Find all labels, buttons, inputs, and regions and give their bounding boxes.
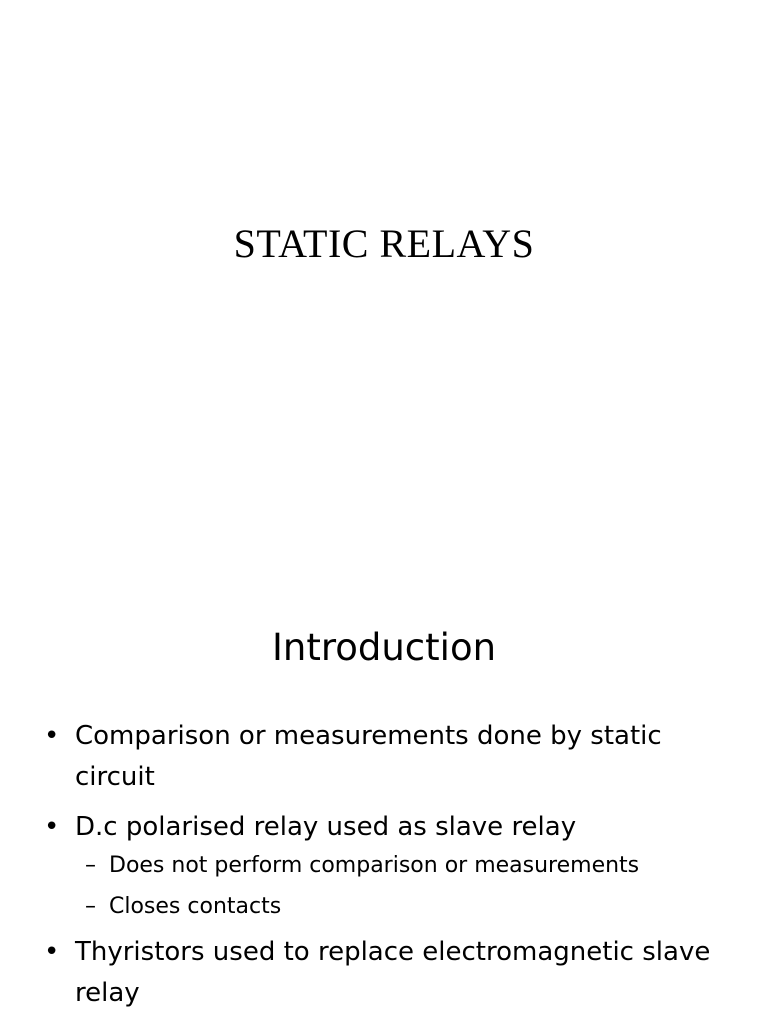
bullet-text: D.c polarised relay used as slave relay: [75, 812, 577, 842]
bullet-item: [44, 807, 734, 923]
bullet-icon: •: [44, 937, 60, 967]
dash-icon: –: [85, 894, 96, 919]
bullet-list: [44, 716, 734, 1023]
sub-bullet-list: [75, 850, 734, 923]
bullet-text: Thyristors used to replace electromagnetic slave relay: [75, 937, 711, 1008]
introduction-slide: [0, 512, 768, 1024]
sub-bullet-item: [44, 891, 734, 923]
dash-icon: –: [85, 853, 96, 878]
bullet-text: Comparison or measurements done by static circuit: [75, 721, 662, 792]
sub-bullet-text: Does not perform comparison or measurements: [109, 853, 640, 878]
sub-bullet-text: Closes contacts: [109, 894, 282, 919]
sub-bullet-item: [44, 850, 734, 882]
slide-heading: Introduction: [271, 626, 497, 669]
bullet-item: [44, 932, 734, 1014]
bullet-item: [44, 716, 734, 798]
bullet-icon: •: [44, 812, 60, 842]
slide-title: STATIC RELAYS: [233, 221, 535, 266]
bullet-icon: •: [44, 721, 60, 751]
